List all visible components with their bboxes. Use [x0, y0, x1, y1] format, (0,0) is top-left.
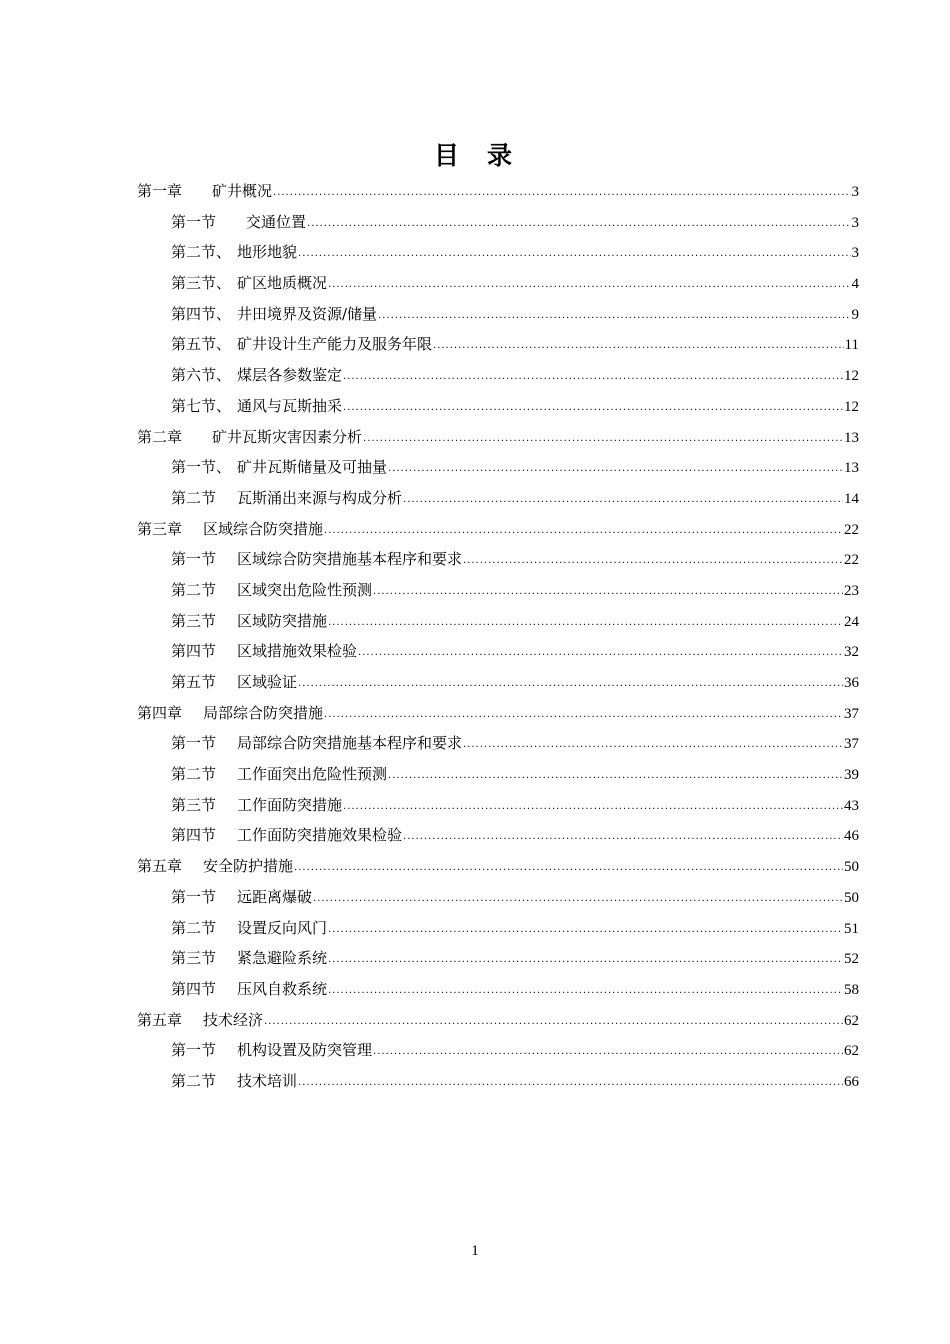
- toc-entry-section[interactable]: [137, 544, 859, 575]
- toc-entry-section[interactable]: [137, 237, 859, 268]
- toc-dot-leader: [313, 884, 843, 915]
- toc-dot-leader: [343, 362, 843, 393]
- toc-entry-number: 第四节: [171, 826, 217, 845]
- toc-entry-section[interactable]: [137, 636, 859, 667]
- toc-entry-title: 局部综合防突措施基本程序和要求: [237, 734, 463, 753]
- toc-entry-number: 第四节: [171, 979, 217, 998]
- toc-entry-section[interactable]: [137, 1066, 859, 1097]
- toc-entry-title: 区域验证: [237, 673, 298, 691]
- toc-entry-page: 46: [844, 828, 859, 845]
- toc-entry-title: 瓦斯涌出来源与构成分析: [237, 488, 403, 507]
- toc-dot-leader: [298, 669, 843, 700]
- toc-entry-chapter[interactable]: [137, 514, 859, 545]
- toc-entry-page: 4: [851, 276, 859, 293]
- toc-entry-chapter[interactable]: [137, 851, 859, 882]
- toc-dot-leader: [324, 516, 843, 547]
- toc-entry-page: 13: [844, 460, 859, 477]
- toc-entry-number: 第二节、: [171, 243, 232, 262]
- toc-entry-title: 区域综合防突措施: [203, 519, 324, 538]
- toc-entry-title: 远距离爆破: [237, 887, 313, 906]
- toc-entry-number: 第一节: [171, 212, 217, 231]
- toc-entry-title: 紧急避险系统: [237, 949, 328, 968]
- toc-dot-leader: [378, 301, 850, 332]
- toc-entry-section[interactable]: [137, 759, 859, 790]
- toc-entry-page: 37: [844, 736, 859, 753]
- toc-entry-section[interactable]: [137, 882, 859, 913]
- toc-dot-leader: [343, 792, 843, 823]
- toc-entry-number: 第一节: [171, 1041, 217, 1060]
- toc-entry-number: 第四节: [171, 642, 217, 661]
- toc-entry-title: 矿井瓦斯储量及可抽量: [237, 458, 388, 477]
- toc-entry-section[interactable]: [137, 974, 859, 1005]
- toc-entry-title: 井田境界及资源/储量: [237, 304, 378, 323]
- toc-entry-title: 设置反向风门: [237, 918, 328, 937]
- toc-dot-leader: [388, 454, 843, 485]
- toc-entry-section[interactable]: [137, 943, 859, 974]
- toc-entry-number: 第二节: [171, 918, 217, 937]
- toc-entry-title: 区域综合防突措施基本程序和要求: [237, 550, 463, 569]
- toc-dot-leader: [363, 424, 843, 455]
- toc-dot-leader: [463, 730, 843, 761]
- toc-entry-title: 矿区地质概况: [237, 274, 328, 293]
- toc-entry-section[interactable]: [137, 207, 859, 238]
- toc-entry-page: 9: [851, 306, 859, 323]
- toc-entry-title: 局部综合防突措施: [203, 703, 324, 722]
- toc-entry-number: 第三章: [137, 519, 183, 538]
- toc-dot-leader: [433, 331, 844, 362]
- toc-dot-leader: [328, 945, 843, 976]
- toc-dot-leader: [358, 638, 843, 669]
- toc-entry-page: 58: [844, 981, 859, 998]
- toc-entry-number: 第五节: [171, 673, 217, 691]
- toc-entry-page: 13: [844, 429, 859, 446]
- toc-entry-page: 3: [851, 184, 859, 200]
- toc-entry-page: 50: [844, 889, 859, 906]
- toc-entry-section[interactable]: [137, 1035, 859, 1066]
- toc-entry-number: 第一节: [171, 887, 217, 906]
- toc-entry-title: 安全防护措施: [203, 857, 294, 876]
- toc-dot-leader: [343, 393, 843, 424]
- toc-entry-page: 23: [844, 582, 859, 599]
- toc-dot-leader: [328, 270, 850, 301]
- page-title-char-1: 目: [433, 141, 463, 170]
- toc-entry-section[interactable]: [137, 360, 859, 391]
- toc-entry-section[interactable]: [137, 820, 859, 851]
- toc-entry-title: 工作面防突措施效果检验: [237, 826, 403, 845]
- toc-entry-title: 压风自救系统: [237, 979, 328, 998]
- toc-entry-section[interactable]: [137, 268, 859, 299]
- toc-entry-number: 第三节、: [171, 274, 232, 293]
- toc-entry-page: 3: [851, 214, 859, 231]
- toc-entry-chapter[interactable]: [137, 698, 859, 729]
- toc-dot-leader: [324, 700, 843, 731]
- toc-entry-title: 地形地貌: [237, 243, 298, 262]
- toc-entry-chapter[interactable]: [137, 1005, 859, 1036]
- toc-entry-page: 39: [844, 767, 859, 784]
- toc-entry-page: 3: [851, 245, 859, 262]
- toc-dot-leader: [373, 1037, 843, 1068]
- toc-entry-page: 50: [844, 859, 859, 876]
- toc-entry-section[interactable]: [137, 913, 859, 944]
- toc-entry-number: 第二节: [171, 580, 217, 599]
- toc-entry-page: 14: [844, 490, 859, 507]
- toc-entry-title: 技术经济: [203, 1010, 264, 1029]
- toc-entry-page: 37: [844, 705, 859, 722]
- toc-entry-title: 煤层各参数鉴定: [237, 366, 343, 385]
- toc-entry-title: 区域防突措施: [237, 611, 328, 630]
- toc-entry-page: 11: [844, 337, 859, 354]
- toc-entry-page: 12: [844, 368, 859, 385]
- toc-entry-title: 矿井设计生产能力及服务年限: [237, 335, 433, 354]
- toc-entry-number: 第七节、: [171, 396, 232, 415]
- toc-entry-page: 66: [844, 1073, 859, 1090]
- toc-entry-section[interactable]: [137, 667, 859, 698]
- toc-dot-leader: [403, 485, 843, 516]
- toc-entry-section[interactable]: [137, 728, 859, 759]
- toc-dot-leader: [403, 822, 843, 853]
- toc-entry-number: 第六节、: [171, 366, 232, 385]
- toc-entry-number: 第三节: [171, 949, 217, 968]
- toc-entry-section[interactable]: [137, 329, 859, 360]
- toc-entry-page: 62: [844, 1012, 859, 1029]
- toc-dot-leader: [328, 608, 843, 639]
- toc-entry-title: 区域突出危险性预测: [237, 580, 373, 599]
- toc-entry-number: 第一节: [171, 550, 217, 569]
- toc-entry-number: 第四节、: [171, 304, 232, 323]
- toc-dot-leader: [328, 976, 843, 1007]
- toc-entry-title: 工作面防突措施: [237, 795, 343, 814]
- toc-dot-leader: [463, 546, 843, 577]
- toc-entry-title: 机构设置及防突管理: [237, 1041, 373, 1060]
- toc-dot-leader: [273, 178, 850, 209]
- toc-dot-leader: [298, 239, 850, 270]
- toc-entry-page: 12: [844, 398, 859, 415]
- toc-entry-number: 第二节: [171, 765, 217, 784]
- toc-entry-section[interactable]: [137, 790, 859, 821]
- toc-entry-number: 第二节: [171, 488, 217, 507]
- toc-entry-section[interactable]: [137, 391, 859, 422]
- page-title: [0, 136, 950, 172]
- toc-entry-number: 第五章: [137, 857, 183, 876]
- toc-entry-page: 22: [844, 521, 859, 538]
- toc-entry-page: 36: [844, 675, 859, 691]
- toc-entry-number: 第二节: [171, 1071, 217, 1090]
- toc-entry-number: 第五章: [137, 1010, 183, 1029]
- toc-dot-leader: [307, 209, 850, 240]
- toc-entry-title: 矿井瓦斯灾害因素分析: [212, 427, 363, 446]
- toc-entry-title: 工作面突出危险性预测: [237, 765, 388, 784]
- toc-entry-title: 通风与瓦斯抽采: [237, 396, 343, 415]
- toc-entry-section[interactable]: [137, 452, 859, 483]
- toc-entry-title: 技术培训: [237, 1071, 298, 1090]
- toc-entry-section[interactable]: [137, 299, 859, 330]
- toc-entry-page: 24: [844, 613, 859, 630]
- toc-entry-page: 43: [844, 797, 859, 814]
- toc-entry-number: 第三节: [171, 611, 217, 630]
- toc-entry-page: 51: [844, 920, 859, 937]
- toc-dot-leader: [328, 915, 843, 946]
- toc-entry-number: 第一节: [171, 734, 217, 753]
- toc-entry-chapter[interactable]: [137, 176, 859, 207]
- toc-dot-leader: [298, 1068, 843, 1099]
- toc-entry-number: 第四章: [137, 703, 183, 722]
- toc-entry-section[interactable]: [137, 606, 859, 637]
- toc-entry-page: 62: [844, 1043, 859, 1060]
- toc-entry-title: 交通位置: [246, 212, 307, 231]
- toc-entry-page: 52: [844, 951, 859, 968]
- page-number: 1: [471, 1243, 479, 1259]
- toc-dot-leader: [264, 1007, 843, 1038]
- toc-entry-title: 矿井概况: [212, 182, 273, 200]
- toc-entry-number: 第一章: [137, 182, 183, 200]
- toc-entry-page: 32: [844, 644, 859, 661]
- toc-entry-chapter[interactable]: [137, 422, 859, 453]
- toc-entry-section[interactable]: [137, 483, 859, 514]
- toc-entry-number: 第一节、: [171, 458, 232, 477]
- toc-dot-leader: [373, 577, 843, 608]
- toc-entry-title: 区域措施效果检验: [237, 642, 358, 661]
- toc-entry-number: 第五节、: [171, 335, 232, 354]
- toc-entry-section[interactable]: [137, 575, 859, 606]
- toc-dot-leader: [294, 853, 843, 884]
- toc-entry-page: 22: [844, 552, 859, 569]
- toc-entry-number: 第三节: [171, 795, 217, 814]
- toc-entry-number: 第二章: [137, 427, 183, 446]
- page-title-char-2: 录: [487, 141, 517, 170]
- toc-dot-leader: [388, 761, 843, 792]
- table-of-contents: [137, 176, 859, 1097]
